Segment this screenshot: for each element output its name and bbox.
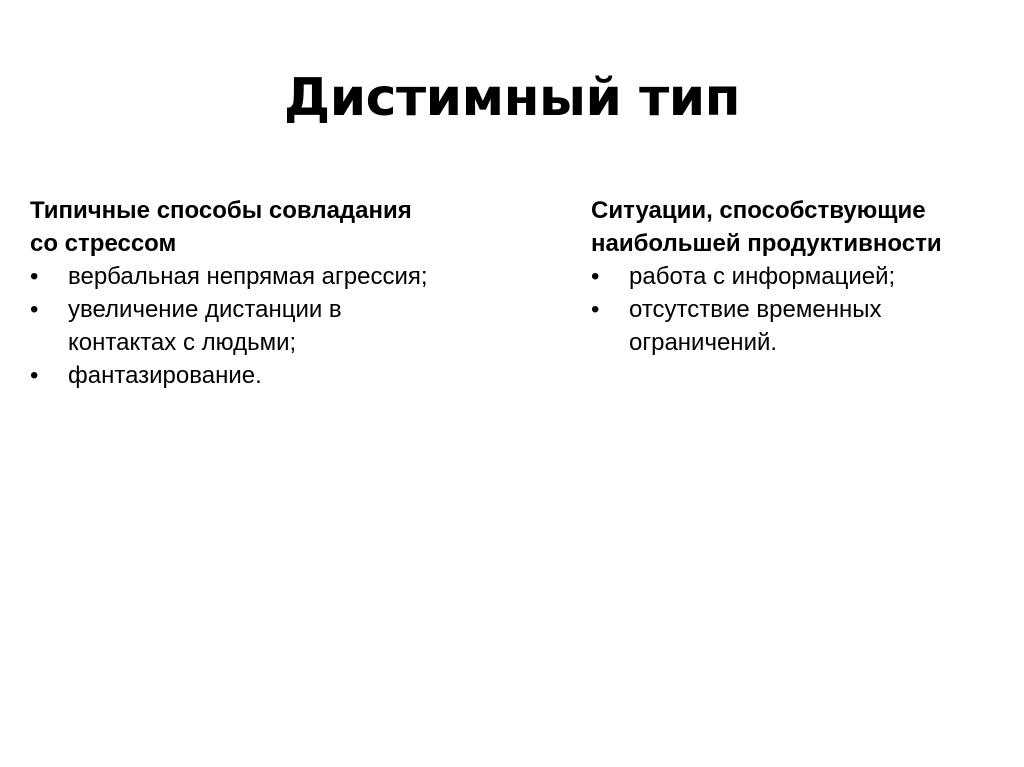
bullet-icon: • xyxy=(591,296,600,323)
list-item xyxy=(30,260,550,293)
slide-title: Дистимный тип xyxy=(283,68,741,128)
list-item xyxy=(591,293,1021,359)
right-column-heading xyxy=(591,194,1021,260)
bullet-icon: • xyxy=(30,362,39,389)
left-column xyxy=(30,194,550,392)
bullet-icon: • xyxy=(30,296,39,323)
list-item-text: ограничений. xyxy=(629,329,778,356)
bullet-icon: • xyxy=(591,263,600,290)
list-item xyxy=(30,293,550,359)
bullet-icon: • xyxy=(30,263,39,290)
right-column xyxy=(591,194,1021,359)
list-item-text: фантазирование. xyxy=(68,362,262,389)
left-column-heading xyxy=(30,194,550,260)
list-item-text: отсутствие временных xyxy=(629,296,882,323)
list-item-text: контактах с людьми; xyxy=(68,329,297,356)
heading-line: Ситуации, способствующие xyxy=(591,197,926,224)
right-bullet-list xyxy=(591,260,1021,359)
list-item xyxy=(30,359,550,392)
heading-line: Типичные способы совладания xyxy=(30,197,412,224)
heading-line: наибольшей продуктивности xyxy=(591,230,942,257)
left-bullet-list xyxy=(30,260,550,392)
list-item-text: работа с информацией; xyxy=(629,263,896,290)
list-item-text: вербальная непрямая агрессия; xyxy=(68,263,428,290)
list-item xyxy=(591,260,1021,293)
list-item-text: увеличение дистанции в xyxy=(68,296,342,323)
heading-line: со стрессом xyxy=(30,230,177,257)
